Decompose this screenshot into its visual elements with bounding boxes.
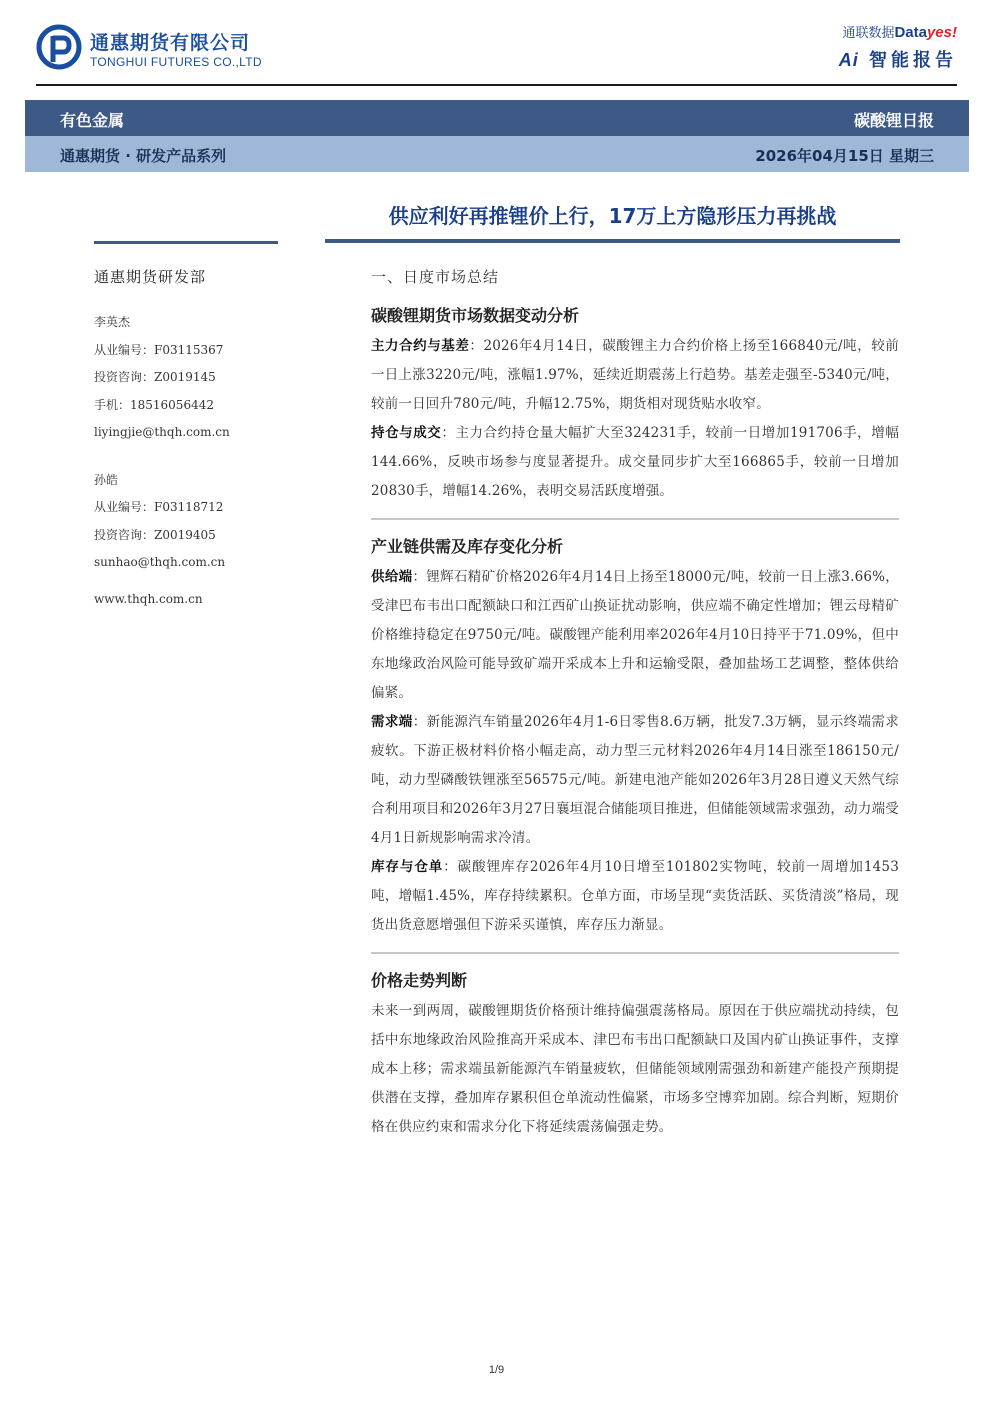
paragraph-text: ：2026年4月14日，碳酸锂主力合约价格上扬至166840元/吨，较前一日上涨3220元/吨，涨幅1.97%，延续近期震荡上行趋势。基差走强至-5340元/吨，较前一日回升780元/吨，升幅12.75%，期货相对现货贴水收窄。 [371, 338, 900, 412]
paragraph-key: 供给端 [371, 569, 413, 585]
paragraph-text: ：碳酸锂库存2026年4月10日增至101802实物吨，较前一周增加1453吨，增幅1.45%，库存持续累积。仓单方面，市场呈现“卖货活跃、买货清淡”格局，现货出货意愿增强但下游采买谨慎，库存压力渐显。 [371, 859, 899, 933]
paragraph-supply [371, 563, 899, 708]
sidebar-divider [94, 241, 278, 244]
analyst-email[interactable]: sunhao@thqh.com.cn [94, 555, 226, 569]
page-title: 供应利好再推锂价上行，17万上方隐形压力再挑战 [388, 204, 837, 228]
paragraph-key: 需求端 [371, 714, 413, 730]
analyst-card [94, 309, 294, 467]
subsection-title: 碳酸锂期货市场数据变动分析 [371, 306, 580, 325]
analyst-license: 从业编号：F03115367 [94, 342, 224, 357]
brand-prefix: 通联数据 [842, 26, 895, 41]
brand-ai-report [839, 46, 957, 72]
report-type-label: 碳酸锂日报 [853, 111, 934, 130]
paragraph-position-volume [371, 419, 899, 506]
company-logo-icon [36, 24, 82, 70]
analyst-sidebar [94, 266, 294, 606]
brand-data: Data [894, 24, 927, 41]
paragraph-inventory [371, 853, 899, 940]
subsection-title: 产业链供需及库存变化分析 [371, 537, 564, 556]
paragraph-key: 持仓与成交 [371, 425, 442, 441]
analyst-card [94, 467, 294, 577]
paragraph-demand [371, 708, 899, 853]
category-bar [25, 100, 969, 136]
series-bar [25, 136, 969, 172]
paragraph-outlook: 未来一到两周，碳酸锂期货价格预计维持偏强震荡格局。原因在于供应端扰动持续，包括中东地缘政治风险推高开采成本、津巴布韦出口配额缺口及国内矿山换证事件，支撑成本上移；需求端虽新能源汽车销量疲软，但储能领域刚需强劲和新建产能投产预期提供潜在支撑，叠加库存累积但仓单流动性偏紧，市场多空博弈加剧。综合判断，短期价格在供应约束和需求分化下将延续震荡偏强走势。 [371, 1003, 899, 1135]
brand-datayes [842, 22, 957, 41]
analyst-advisory: 投资咨询：Z0019145 [94, 370, 216, 384]
paragraph-text: ：主力合约持仓量大幅扩大至324231手，较前一日增加191706手，增幅144.66%，反映市场参与度显著提升。成交量同步扩大至166865手，较前一日增加20830手，增幅14.26%，表明交易活跃度增强。 [371, 425, 900, 499]
report-date: 2026年04月15日 星期三 [755, 147, 934, 165]
analyst-name: 李英杰 [94, 315, 131, 329]
brand-yes: yes! [926, 24, 957, 41]
paragraph-text: ：新能源汽车销量2026年4月1-6日零售8.6万辆，批发7.3万辆，显示终端需求疲软。下游正极材料价格小幅走高，动力型三元材料2026年4月14日涨至186150元/吨，动力型磷酸铁锂涨至56575元/吨。新建电池产能如2026年3月28日遵义天然气综合利用项目和2026年3月27日襄垣混合储能项目推进，但储能领域需求强劲，动力端受4月1日新规影响需求冷清。 [371, 714, 899, 846]
analyst-phone: 手机：18516056442 [94, 397, 214, 412]
company-name-en: TONGHUI FUTURES CO.,LTD [90, 55, 262, 69]
section-divider [371, 952, 899, 954]
title-divider [325, 239, 900, 243]
brand-ai: Ai [838, 50, 859, 70]
paragraph-main-contract [371, 332, 899, 419]
analyst-license: 从业编号：F03118712 [94, 500, 224, 514]
paragraph-text: ：锂辉石精矿价格2026年4月14日上扬至18000元/吨，较前一日上涨3.66%，受津巴布韦出口配额缺口和江西矿山换证扰动影响，供应端不确定性增加；锂云母精矿价格维持稳定在9750元/吨。碳酸锂产能利用率2026年4月10日持平于71.09%，但中东地缘政治风险可能导致矿端开采成本上升和运输受限，叠加盐场工艺调整，整体供给偏紧。 [371, 569, 899, 701]
analyst-email[interactable]: liyingjie@thqh.com.cn [94, 425, 230, 439]
subsection-title: 价格走势判断 [371, 971, 468, 990]
brand-report: 智能报告 [869, 50, 957, 71]
department-name: 通惠期货研发部 [94, 268, 207, 286]
website-link[interactable]: www.thqh.com.cn [94, 591, 203, 606]
category-label: 有色金属 [60, 111, 125, 130]
section-heading: 一、日度市场总结 [371, 268, 500, 286]
page-number: 1/9 [488, 1364, 505, 1376]
paragraph-key: 库存与仓单 [371, 859, 444, 875]
paragraph-key: 主力合约与基差 [371, 338, 470, 354]
analyst-advisory: 投资咨询：Z0019405 [94, 527, 216, 542]
company-name-cn: 通惠期货有限公司 [90, 32, 251, 54]
section-divider [371, 518, 899, 520]
series-label: 通惠期货 · 研发产品系列 [60, 147, 227, 165]
report-body [371, 266, 899, 1142]
header-divider [36, 84, 957, 86]
analyst-name: 孙皓 [94, 472, 119, 487]
